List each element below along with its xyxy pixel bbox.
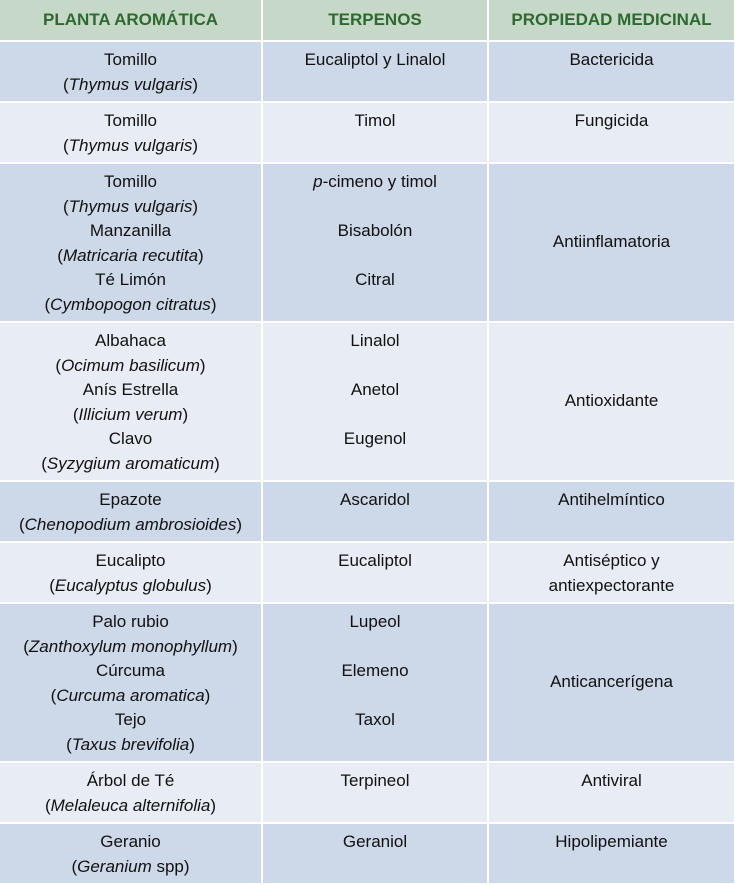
table-row (0, 41, 735, 102)
plant-scientific-name: (Thymus vulgaris) (62, 196, 199, 216)
plant-scientific-name: (Thymus vulgaris) (62, 135, 199, 155)
plant-scientific-name: (Illicium verum) (72, 404, 189, 424)
property-cell (488, 163, 735, 322)
plant-scientific-name: (Melaleuca alternifolia) (44, 795, 217, 815)
scientific-name-italic: Cymbopogon citratus (50, 294, 211, 314)
property-cell (488, 481, 735, 542)
terpene-name (267, 48, 483, 73)
table-row (0, 322, 735, 481)
plant-scientific-name: (Geranium spp) (71, 856, 190, 876)
scientific-name-italic: Thymus vulgaris (68, 135, 193, 155)
plant-common-name: Tomillo (104, 50, 157, 69)
terpene-cell (262, 762, 488, 823)
terpene-text: Taxol (355, 710, 395, 729)
plant-common-name: Manzanilla (89, 221, 172, 240)
terpene-name (267, 708, 483, 733)
scientific-name-italic: Matricaria recutita (62, 245, 199, 265)
plant-cell (0, 41, 262, 102)
table-body (0, 41, 735, 884)
property-cell (488, 41, 735, 102)
plant-common-name: Eucalipto (95, 551, 166, 570)
plant-scientific-name: (Zanthoxylum monophyllum) (23, 636, 238, 656)
table-row (0, 603, 735, 762)
plant-scientific-name: (Chenopodium ambrosioides) (18, 514, 243, 534)
plant-cell (0, 823, 262, 884)
table-row (0, 762, 735, 823)
terpene-name (267, 109, 483, 134)
scientific-name-italic: Thymus vulgaris (68, 196, 193, 216)
terpene-name (267, 488, 483, 513)
terpene-text: Bisabolón (337, 221, 413, 240)
scientific-name-italic: Eucalyptus globulus (54, 575, 207, 595)
plant-scientific-name: (Curcuma aromatica) (50, 685, 211, 705)
terpene-cell (262, 481, 488, 542)
terpene-name (267, 378, 483, 403)
terpene-text: Linalol (350, 331, 400, 350)
plant-common-name: Albahaca (95, 331, 166, 350)
terpene-text: Citral (355, 270, 395, 289)
plant-common-name: Tejo (114, 710, 147, 729)
property-text: Antihelmíntico (558, 490, 665, 509)
property-cell (488, 322, 735, 481)
plant-scientific-name: (Syzygium aromaticum) (41, 453, 220, 473)
terpene-name (267, 610, 483, 635)
terpene-cell (262, 163, 488, 322)
plant-common-name: Té Limón (95, 270, 166, 289)
plant-cell (0, 102, 262, 163)
terpene-prefix-italic: p (313, 172, 323, 191)
terpene-text: Elemeno (341, 661, 409, 680)
terpene-name (267, 427, 483, 452)
terpene-name (267, 329, 483, 354)
scientific-name-italic: Melaleuca alternifolia (50, 795, 211, 815)
header-property: PROPIEDAD MEDICINAL (488, 0, 735, 41)
terpene-cell (262, 823, 488, 884)
scientific-name-italic: Curcuma aromatica (56, 685, 205, 705)
property-text: Antiséptico y (563, 551, 660, 570)
plant-common-name: Geranio (100, 832, 161, 851)
terpene-name (267, 219, 483, 244)
terpene-cell (262, 102, 488, 163)
terpene-name (267, 830, 483, 855)
scientific-name-italic: Zanthoxylum monophyllum (28, 636, 233, 656)
scientific-name-italic: Chenopodium ambrosioides (24, 514, 237, 534)
plant-common-name: Árbol de Té (86, 771, 175, 790)
scientific-name-italic: Illicium verum (78, 404, 183, 424)
terpene-text: Eugenol (343, 429, 407, 448)
plant-common-name: Epazote (99, 490, 162, 509)
scientific-name-italic: Ocimum basilicum (61, 355, 200, 375)
header-terpenes: TERPENOS (262, 0, 488, 41)
table-row (0, 102, 735, 163)
terpene-cell (262, 542, 488, 603)
property-text: Anticancerígena (550, 672, 673, 692)
property-text: Antioxidante (564, 391, 659, 411)
plant-scientific-name: (Ocimum basilicum) (55, 355, 206, 375)
plant-cell (0, 481, 262, 542)
terpene-name (267, 170, 483, 195)
terpene-text: Timol (354, 111, 396, 130)
property-cell (488, 102, 735, 163)
plant-common-name: Tomillo (104, 172, 157, 191)
plant-scientific-name: (Taxus brevifolia) (66, 734, 195, 754)
table-row (0, 542, 735, 603)
terpene-text: Eucaliptol (338, 551, 412, 570)
terpene-text: Eucaliptol y Linalol (304, 50, 446, 69)
property-text: Bactericida (569, 50, 654, 69)
terpene-name (267, 769, 483, 794)
terpene-text: Ascaridol (340, 490, 410, 509)
terpene-name (267, 268, 483, 293)
terpene-text: Geraniol (342, 832, 408, 851)
property-text: Fungicida (574, 111, 649, 130)
header-plant: PLANTA AROMÁTICA (0, 0, 262, 41)
property-text: Antiinflamatoria (552, 232, 671, 252)
plant-common-name: Palo rubio (92, 612, 169, 631)
plant-scientific-name: (Eucalyptus globulus) (49, 575, 212, 595)
terpene-text: Anetol (350, 380, 400, 399)
terpene-cell (262, 322, 488, 481)
plant-scientific-name: (Matricaria recutita) (57, 245, 204, 265)
scientific-name-italic: Thymus vulgaris (68, 74, 193, 94)
plant-common-name: Cúrcuma (96, 661, 165, 680)
plant-scientific-name: (Thymus vulgaris) (62, 74, 199, 94)
property-cell (488, 762, 735, 823)
property-text: antiexpectorante (548, 575, 675, 595)
plant-cell (0, 163, 262, 322)
scientific-name-suffix: spp (151, 856, 184, 876)
property-cell (488, 823, 735, 884)
scientific-name-italic: Taxus brevifolia (71, 734, 190, 754)
table-row (0, 481, 735, 542)
property-text: Hipolipemiante (555, 832, 668, 851)
terpene-text: Terpineol (340, 771, 410, 790)
terpene-text: Lupeol (349, 612, 401, 631)
property-text: Antiviral (581, 771, 642, 790)
table-row (0, 823, 735, 884)
plant-cell (0, 542, 262, 603)
terpene-cell (262, 41, 488, 102)
plant-cell (0, 603, 262, 762)
plant-common-name: Anís Estrella (82, 380, 179, 399)
scientific-name-italic: Syzygium aromaticum (46, 453, 215, 473)
plant-scientific-name: (Cymbopogon citratus) (44, 294, 217, 314)
plant-cell (0, 322, 262, 481)
property-cell (488, 603, 735, 762)
terpene-name (267, 659, 483, 684)
plant-common-name: Clavo (108, 429, 153, 448)
terpene-text: -cimeno y timol (322, 172, 437, 191)
header-row (0, 0, 735, 41)
scientific-name-italic: Geranium (77, 856, 152, 876)
property-cell (488, 542, 735, 603)
plant-common-name: Tomillo (104, 111, 157, 130)
terpene-cell (262, 603, 488, 762)
table-row (0, 163, 735, 322)
plant-cell (0, 762, 262, 823)
terpene-name (267, 549, 483, 574)
